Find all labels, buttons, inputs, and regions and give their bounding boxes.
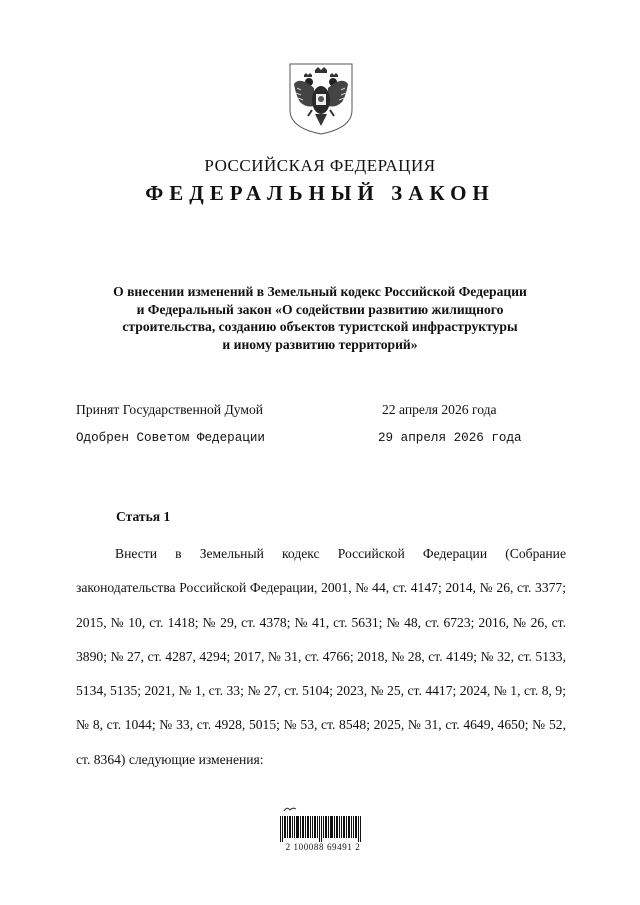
barcode	[280, 816, 362, 842]
adopted-by-duma-label: Принят Государственной Думой	[76, 402, 264, 417]
law-title-line: и Федеральный закон «О содействии развитию жилищного	[136, 301, 504, 317]
law-type: ФЕДЕРАЛЬНЫЙ ЗАКОН	[145, 181, 495, 205]
approved-by-council-label: Одобрен Советом Федерации	[76, 431, 265, 445]
coat-of-arms-icon	[288, 62, 354, 136]
article-body	[76, 537, 566, 777]
barcode-number: 2 100088 69491 2	[285, 842, 361, 852]
article-heading: Статья 1	[116, 509, 171, 524]
country-name: РОССИЙСКАЯ ФЕДЕРАЦИЯ	[204, 156, 436, 175]
law-title	[60, 283, 580, 353]
signature-mark-icon	[283, 805, 297, 813]
law-title-line: и иному развитию территорий»	[222, 336, 418, 352]
adopted-by-duma-date: 22 апреля 2026 года	[382, 402, 497, 417]
article-paragraph: Внести в Земельный кодекс Российской Федерации (Собрание законодательства Российской Федерации, 2001, № 44, ст. 4147; 2014, № 26, ст. 3377; 2015, № 10, ст. 1418; № 29, ст. 4378; № 41, ст. 5631; № 48, ст. 6723; 2016, № 26, ст. 3890; № 27, ст. 4287, 4294; 2017, № 31, ст. 4766; 2018, № 28, ст. 4149; № 32, ст. 5133, 5134, 5135; 2021, № 1, ст. 33; № 27, ст. 5104; 2023, № 25, ст. 4417; 2024, № 1, ст. 8, 9; № 8, ст. 1044; № 33, ст. 4928, 5015; № 53, ст. 8548; 2025, № 31, ст. 4649, 4650; № 52, ст. 8364) следующие изменения:	[76, 546, 566, 767]
law-title-line: строительства, созданию объектов туристской инфраструктуры	[122, 319, 518, 334]
law-title-line: О внесении изменений в Земельный кодекс Российской Федерации	[113, 284, 527, 299]
approved-by-council-date: 29 апреля 2026 года	[378, 431, 522, 445]
